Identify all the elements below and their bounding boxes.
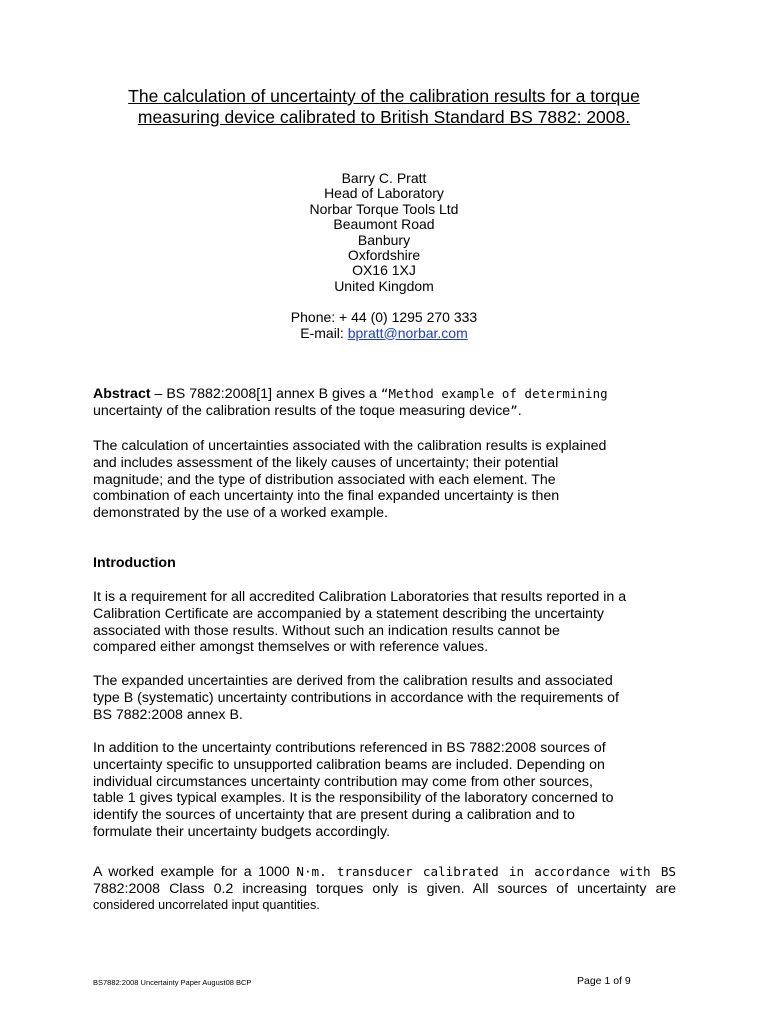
abstract-text-2: uncertainty of the calibration results of the toque measuring device xyxy=(93,402,511,419)
introduction-paragraph-3 xyxy=(93,740,683,841)
contact-block xyxy=(184,310,584,341)
paper-title xyxy=(60,86,708,128)
abstract-quote-close: ” xyxy=(510,402,518,418)
footer-document-reference: BS7882:2008 Uncertainty Paper August08 BCP xyxy=(93,978,252,987)
paragraph-line: table 1 gives typical examples. It is the responsibility of the laboratory concerned to xyxy=(93,790,614,807)
abstract-line-2 xyxy=(93,403,683,420)
email-link[interactable]: bpratt@norbar.com xyxy=(347,324,468,341)
author-company: Norbar Torque Tools Ltd xyxy=(309,200,459,217)
abstract-text-1: – BS 7882:2008[1] annex B gives a xyxy=(150,386,381,402)
worked-example-line-3: considered uncorrelated input quantities. xyxy=(93,898,320,912)
paragraph-line: associated with those results. Without such an indication results cannot be xyxy=(93,622,560,639)
paragraph-line: In addition to the uncertainty contributions referenced in BS 7882:2008 sources of xyxy=(93,740,606,756)
paragraph-line: formulate their uncertainty budgets accordingly. xyxy=(93,823,391,840)
paragraph-line: individual circumstances uncertainty contribution may come from other sources, xyxy=(93,773,593,790)
paragraph-line: magnitude; and the type of distribution associated with each element. The xyxy=(93,471,556,488)
author-name: Barry C. Pratt xyxy=(341,170,427,186)
abstract-quote-1: “Method example of determining xyxy=(380,386,608,401)
paragraph-line: compared either amongst themselves or with reference values. xyxy=(93,639,489,656)
address-postcode: OX16 1XJ xyxy=(352,262,416,279)
paragraph-line: combination of each uncertainty into the final expanded uncertainty is then xyxy=(93,488,560,505)
paragraph-line: It is a requirement for all accredited Calibration Laboratories that results reported in a xyxy=(93,589,627,605)
address-street: Beaumont Road xyxy=(333,216,435,233)
footer-page-number: Page 1 of 9 xyxy=(577,975,631,987)
worked-example-line-2: 7882:2008 Class 0.2 increasing torques only is given. All sources of uncertainty are xyxy=(93,881,676,897)
paragraph-line: Calibration Certificate are accompanied by a statement describing the uncertainty xyxy=(93,605,605,622)
worked-example-line-1 xyxy=(93,863,676,881)
paragraph-line: BS 7882:2008 annex B. xyxy=(93,706,243,723)
abstract-line-1 xyxy=(93,386,683,403)
abstract-label: Abstract xyxy=(93,386,151,402)
paragraph-line: identify the sources of uncertainty that are present during a calibration and to xyxy=(93,807,575,824)
paragraph-line: type B (systematic) uncertainty contributions in accordance with the requirements of xyxy=(93,689,619,706)
email-line xyxy=(184,326,584,342)
paragraph-line: The expanded uncertainties are derived from the calibration results and associated xyxy=(93,673,613,689)
address-country: United Kingdom xyxy=(334,277,434,294)
introduction-paragraph-2 xyxy=(93,673,683,723)
title-line-2: measuring device calibrated to British Standard BS 7882: 2008. xyxy=(137,107,631,127)
paragraph-line: The calculation of uncertainties associated with the calibration results is explained xyxy=(93,438,607,454)
introduction-heading: Introduction xyxy=(93,555,176,571)
abstract-end: . xyxy=(517,402,522,419)
address-county: Oxfordshire xyxy=(347,247,421,264)
abstract-paragraph xyxy=(93,386,683,420)
worked-example-text-1: A worked example for a 1000 xyxy=(93,864,297,880)
paragraph-line: demonstrated by the use of a worked example. xyxy=(93,505,388,522)
paragraph-line: and includes assessment of the likely causes of uncertainty; their potential xyxy=(93,454,559,471)
worked-example-paragraph xyxy=(93,863,676,913)
author-role: Head of Laboratory xyxy=(324,185,444,202)
title-line-1: The calculation of uncertainty of the calibration results for a torque xyxy=(128,86,640,106)
introduction-paragraph-1 xyxy=(93,589,683,656)
email-label: E-mail: xyxy=(300,324,348,341)
calculation-paragraph xyxy=(93,438,683,522)
author-address-block xyxy=(184,171,584,294)
address-town: Banbury xyxy=(357,231,411,248)
phone-number: Phone: + 44 (0) 1295 270 333 xyxy=(290,309,478,325)
worked-example-unit-text: N·m. transducer calibrated in accordance with BS xyxy=(296,864,676,879)
paragraph-line: uncertainty specific to unsupported calibration beams are included. Depending on xyxy=(93,756,605,773)
